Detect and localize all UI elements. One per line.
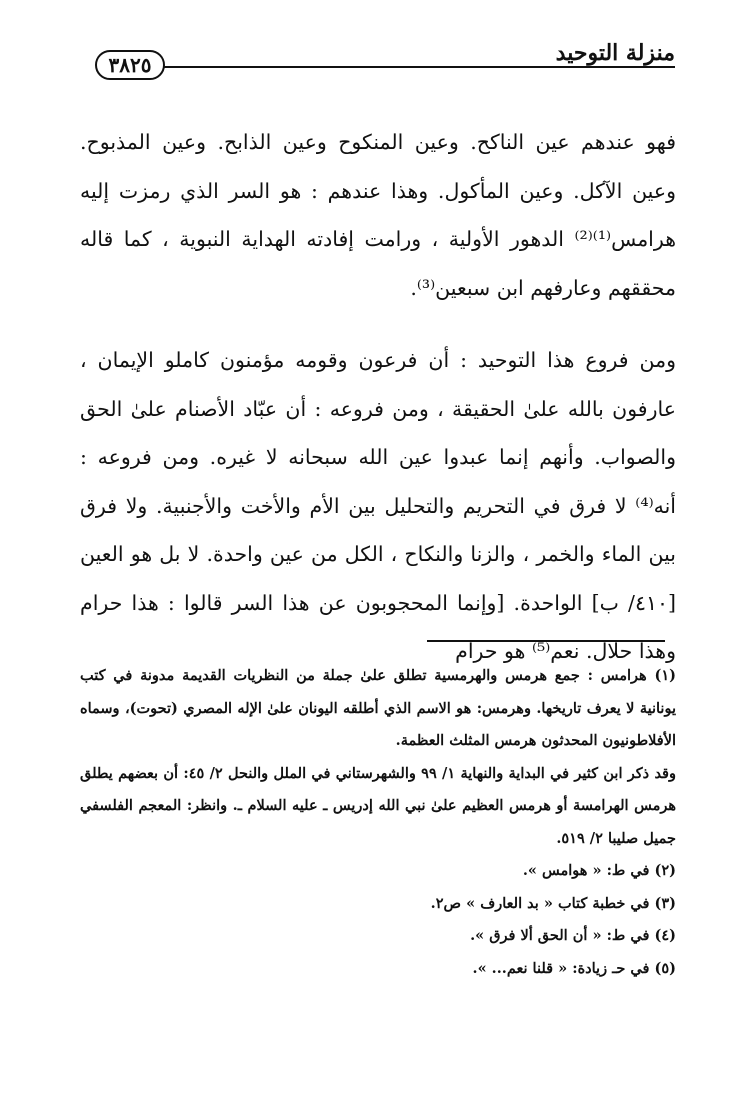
footnote-separator [427,640,665,642]
footnotes [80,660,676,985]
footnote-5: (٥) في حـ زيادة: « قلنا نعم... ». [472,959,676,977]
header-rule [155,66,675,68]
footnote-4: (٤) في ط: « أن الحق ألا فرق ». [470,927,676,944]
main-text [80,118,676,676]
footnote-1-continued: وقد ذكر ابن كثير في البداية والنهاية ١/ ٩٩ والشهرستاني في الملل والنحل ٢/ ٤٥: أن بعضهم يطلق هرمس الهرامسة أو هرمس العظيم علىٰ نبي الله إدريس ـ عليه السلام ـ. وانظر: المعجم الفلسفي جميل صليبا ٢/ ٥١٩. [80,764,676,847]
footnote-1: (١) هرامس : جمع هرمس والهرمسية تطلق علىٰ جملة من النظريات القديمة مدونة في كتب يونانية لا يعرف تاريخها. وهرمس: هو الاسم الذي أطلقه اليونان علىٰ الإله المصري (تحوت)، وسماه الأفلاطونيون المحدثون هرمس المثلث العظمة. [80,667,676,749]
running-title: منزلة التوحيد [546,40,675,66]
footnote-3: (٣) في خطبة كتاب « بد العارف » ص٢. [430,894,676,912]
paragraph-1: فهو عندهم عين الناكح. وعين المنكوح وعين الذابح. وعين المذبوح. وعين الآكل. وعين المأكول. وهذا عندهم : هو السر الذي رمزت إليه هرامس⁽¹⁾⁽²⁾ الدهور الأولية ، ورامت إفادته الهداية النبوية ، كما قاله محققهم وعارفهم ابن سبعين⁽³⁾. [80,130,676,300]
page-number: ٣٨٢٥ [95,50,165,80]
page-header [95,38,675,78]
paragraph-2: ومن فروع هذا التوحيد : أن فرعون وقومه مؤمنون كاملو الإيمان ، عارفون بالله علىٰ الحقيقة ، ومن فروعه : أن عبّاد الأصنام علىٰ الحق والصواب. وأنهم إنما عبدوا عين الله سبحانه لا غيره. ومن فروعه : أنه⁽⁴⁾ لا فرق في التحريم والتحليل بين الأم والأخت والأجنبية. ولا فرق بين الماء والخمر ، والزنا والنكاح ، الكل من عين واحدة. لا بل هو العين [٤١٠/ ب] الواحدة. [وإنما المحجوبون عن هذا السر قالوا : هذا حرام وهذا حلال. نعم⁽⁵⁾ هو حرام [80,348,676,663]
footnote-2: (٢) في ط: « هوامس ». [522,862,676,879]
